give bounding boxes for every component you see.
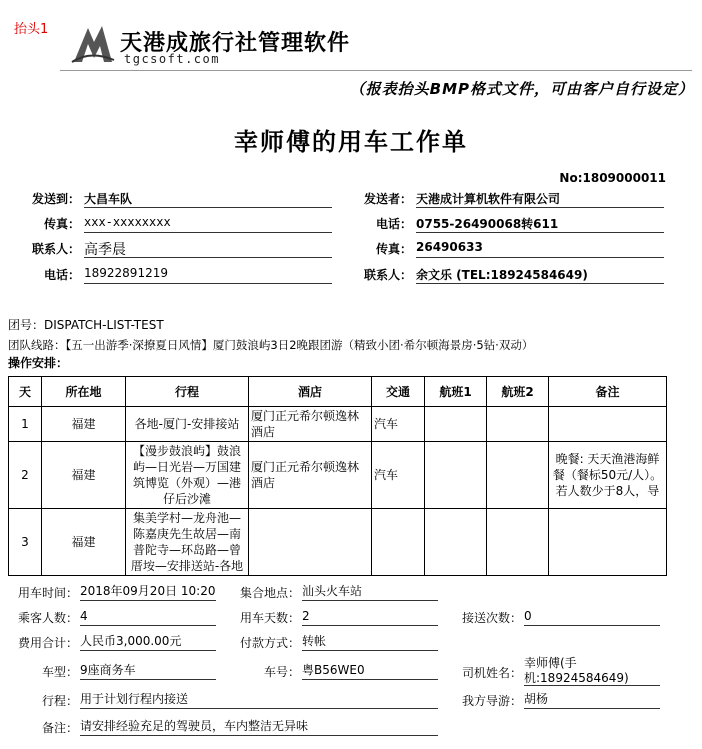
cell-route: 【漫步鼓浪屿】鼓浪屿—日光岩—万国建筑博览（外观）—港仔后沙滩 (126, 442, 249, 509)
guide-value: 胡杨 (524, 689, 660, 709)
transfers-value: 0 (524, 606, 660, 626)
trip-row (0, 689, 442, 711)
itinerary-table (8, 376, 667, 576)
days-label: 用车天数： (239, 611, 300, 625)
meeting-point-row (222, 581, 442, 603)
cell-note (549, 509, 667, 576)
remark-value: 请安排经验充足的驾驶员，车内整洁无异味 (80, 716, 438, 736)
sender-phone-row (336, 213, 666, 235)
recipient-fax-row (4, 213, 334, 235)
table-row (9, 509, 667, 576)
cell-flight2 (487, 509, 549, 576)
header-route: 行程 (126, 377, 249, 407)
car-type-label: 车型： (41, 665, 78, 679)
sender-fax-label: 传真： (375, 242, 412, 256)
cost-row (0, 631, 220, 653)
table-row (9, 442, 667, 509)
header-divider (60, 70, 692, 71)
car-type-value: 9座商务车 (80, 660, 216, 680)
brand-url: tgcsoft.com (124, 52, 220, 66)
sender-contact-label: 联系人： (363, 268, 412, 282)
cell-location: 福建 (42, 407, 126, 442)
passengers-value: 4 (80, 606, 216, 626)
recipient-phone-label: 电话： (43, 268, 80, 282)
header-hotel: 酒店 (249, 377, 372, 407)
recipient-contact-label: 联系人： (31, 242, 80, 256)
days-row (222, 606, 442, 628)
driver-value: 幸师傅(手机:18924584649) (524, 656, 660, 686)
header-flight1: 航班1 (425, 377, 487, 407)
company-logo-icon (70, 22, 116, 68)
cell-flight1 (425, 407, 487, 442)
cost-value: 人民币3,000.00元 (80, 631, 216, 651)
header-note: （报表抬头BMP格式文件，可由客户自行设定） (349, 80, 694, 98)
use-time-row (0, 581, 220, 603)
document-title: 幸师傅的用车工作单 (234, 128, 468, 156)
driver-label: 司机姓名： (461, 666, 522, 680)
cell-flight1 (425, 442, 487, 509)
arrangement-label: 操作安排： (8, 356, 69, 370)
document-number: No:1809000011 (559, 171, 666, 185)
sender-label: 发送者： (363, 192, 412, 206)
sender-row (336, 188, 666, 210)
group-route: 团队线路：【五一出游季·深撩夏日风情】厦门鼓浪屿3日2晚跟团游（精致小团·希尔顿海景房·5钻·双动） (8, 338, 534, 352)
plate-value: 粤B56WE0 (302, 660, 438, 680)
sender-phone-value: 0755-26490068转611 (416, 213, 664, 233)
cost-label: 费用合计： (17, 636, 78, 650)
cell-flight2 (487, 442, 549, 509)
cell-flight2 (487, 407, 549, 442)
cell-transport (372, 509, 425, 576)
cell-hotel (249, 509, 372, 576)
guide-row (444, 689, 664, 711)
header-transport: 交通 (372, 377, 425, 407)
header-location: 所在地 (42, 377, 126, 407)
remark-row (0, 716, 442, 738)
cell-hotel: 厦门正元希尔顿逸林酒店 (249, 407, 372, 442)
remark-label: 备注： (41, 721, 78, 735)
payment-value: 转帐 (302, 631, 438, 651)
recipient-phone-value: 18922891219 (84, 264, 332, 284)
meeting-point-value: 汕头火车站 (302, 581, 438, 601)
transfers-row (444, 606, 664, 628)
passengers-row (0, 606, 220, 628)
group-number: 团号：DISPATCH-LIST-TEST (8, 318, 164, 332)
sender-fax-value: 26490633 (416, 238, 664, 258)
sender-value: 天港成计算机软件有限公司 (416, 188, 664, 208)
cell-transport: 汽车 (372, 442, 425, 509)
send-to-value: 大昌车队 (84, 188, 332, 208)
cell-day: 1 (9, 407, 42, 442)
cell-note: 晚餐: 天天渔港海鲜餐（餐标50元/人）。若人数少于8人，导 (549, 442, 667, 509)
use-time-value: 2018年09月20日 10:20 (80, 581, 216, 601)
send-to-row (4, 188, 334, 210)
use-time-label: 用车时间： (17, 586, 78, 600)
guide-label: 我方导游： (461, 694, 522, 708)
trip-label: 行程： (41, 694, 78, 708)
days-value: 2 (302, 606, 438, 626)
car-type-row (0, 660, 220, 682)
plate-label: 车号： (263, 665, 300, 679)
cell-route: 集美学村—龙舟池—陈嘉庚先生故居—南普陀寺—环岛路—曾厝垵—安排送站-各地 (126, 509, 249, 576)
cell-location: 福建 (42, 509, 126, 576)
sender-phone-label: 电话： (375, 217, 412, 231)
cell-day: 3 (9, 509, 42, 576)
recipient-phone-row (4, 264, 334, 286)
cell-flight1 (425, 509, 487, 576)
send-to-label: 发送到： (31, 192, 80, 206)
meeting-point-label: 集合地点： (239, 586, 300, 600)
sender-contact-row (336, 264, 666, 286)
sender-fax-row (336, 238, 666, 260)
sender-contact-value: 余文乐 (TEL:18924584649) (416, 264, 664, 284)
table-header-row (9, 377, 667, 407)
recipient-fax-value: xxx-xxxxxxxx (84, 213, 332, 233)
header-day: 天 (9, 377, 42, 407)
cell-day: 2 (9, 442, 42, 509)
payment-label: 付款方式： (239, 636, 300, 650)
brand-name: 天港成旅行社管理软件 (120, 31, 351, 56)
table-row (9, 407, 667, 442)
cell-transport: 汽车 (372, 407, 425, 442)
plate-row (222, 660, 442, 682)
cell-location: 福建 (42, 442, 126, 509)
header-note: 备注 (549, 377, 667, 407)
driver-row (444, 656, 664, 685)
transfers-label: 接送次数： (461, 611, 522, 625)
recipient-fax-label: 传真： (43, 217, 80, 231)
payment-row (222, 631, 442, 653)
header-flight2: 航班2 (487, 377, 549, 407)
header-tag: 抬头1 (14, 22, 49, 37)
recipient-contact-row (4, 238, 334, 260)
trip-value: 用于计划行程内接送 (80, 689, 438, 709)
cell-note (549, 407, 667, 442)
cell-route: 各地-厦门-安排接站 (126, 407, 249, 442)
cell-hotel: 厦门正元希尔顿逸林酒店 (249, 442, 372, 509)
recipient-contact-value: 高季晨 (84, 238, 332, 258)
passengers-label: 乘客人数： (17, 611, 78, 625)
